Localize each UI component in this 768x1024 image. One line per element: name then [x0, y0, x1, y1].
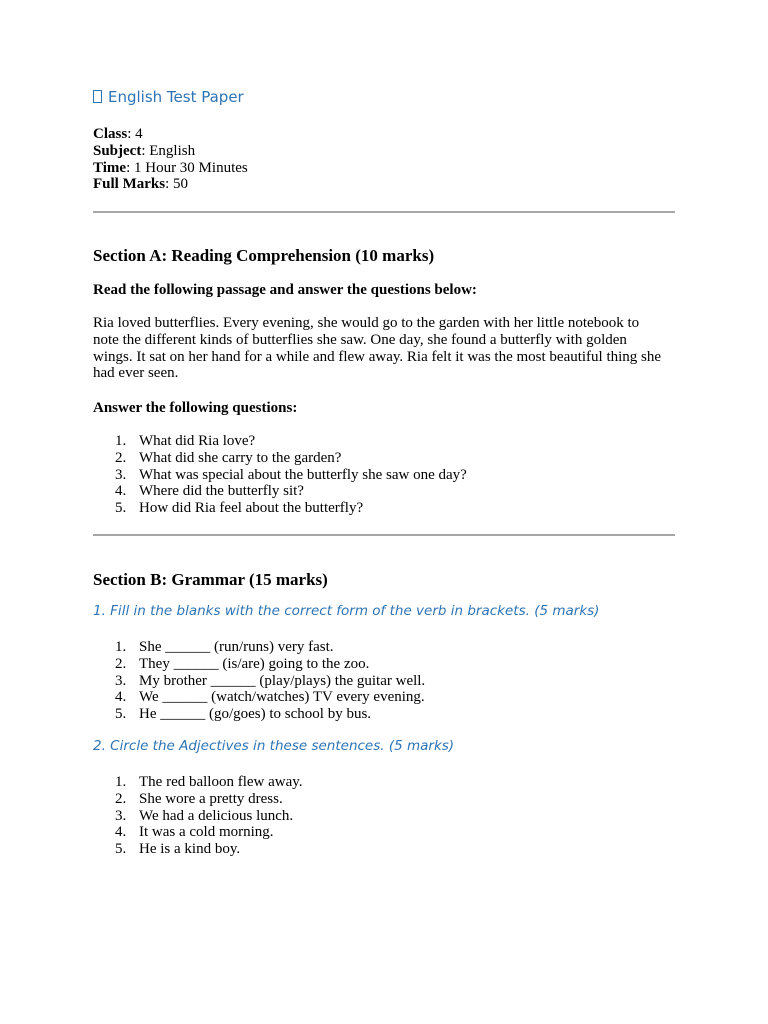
questions-heading: Answer the following questions:: [93, 400, 298, 416]
list-item: [93, 808, 303, 825]
detail-label: Time: [93, 159, 127, 176]
detail-label: Full Marks: [93, 176, 166, 193]
list-number: 4.: [115, 483, 127, 500]
detail-class: [93, 126, 248, 143]
page-title: [93, 88, 244, 106]
comprehension-questions: [93, 433, 467, 517]
list-item: [93, 433, 467, 450]
grammar-part2-heading: 2. Circle the Adjectives in these sentences. (5 marks): [93, 738, 455, 754]
list-text: My brother ______ (play/plays) the guitar well.: [139, 672, 426, 689]
list-item: [93, 656, 425, 673]
detail-label: Subject: [93, 142, 142, 159]
list-item: [93, 841, 303, 858]
fill-in-blanks-list: [93, 639, 425, 723]
list-text: They ______ (is/are) going to the zoo.: [139, 655, 370, 672]
list-text: We had a delicious lunch.: [139, 807, 294, 824]
list-number: 5.: [115, 706, 127, 723]
list-number: 1.: [115, 433, 127, 449]
list-number: 4.: [115, 689, 127, 706]
list-text: She ______ (run/runs) very fast.: [139, 639, 334, 655]
reading-passage: Ria loved butterflies. Every evening, she would go to the garden with her little notebook to note the different kinds of butterflies she saw. One day, she found a butterfly with golden wings. It sat on her hand for a while and flew away. Ria felt it was the most beautiful thing she had ever seen.: [93, 315, 662, 382]
detail-label: Class: [93, 126, 128, 142]
list-number: 2.: [115, 655, 127, 672]
section-b-heading: Section B: Grammar (15 marks): [93, 570, 328, 589]
list-item: [93, 791, 303, 808]
list-text: How did Ria feel about the butterfly?: [139, 500, 364, 517]
list-text: It was a cold morning.: [139, 824, 274, 841]
list-text: What was special about the butterfly she saw one day?: [139, 466, 467, 483]
list-number: 3.: [115, 466, 127, 483]
list-number: 2.: [115, 790, 127, 807]
page-title-text: English Test Paper: [108, 88, 244, 106]
missing-glyph-icon: [93, 90, 102, 103]
list-text: Where did the butterfly sit?: [139, 483, 304, 500]
list-number: 3.: [115, 807, 127, 824]
horizontal-divider: [93, 211, 675, 213]
list-item: [93, 483, 467, 500]
list-number: 5.: [115, 841, 127, 858]
list-item: [93, 450, 467, 467]
list-item: [93, 639, 425, 656]
list-item: [93, 689, 425, 706]
section-a-heading: Section A: Reading Comprehension (10 marks): [93, 246, 435, 265]
list-item: [93, 824, 303, 841]
list-text: The red balloon flew away.: [139, 774, 303, 790]
adjectives-list: [93, 774, 303, 858]
list-number: 1.: [115, 774, 127, 790]
exam-details: [93, 126, 248, 193]
detail-time: [93, 160, 248, 177]
grammar-part1-heading: 1. Fill in the blanks with the correct form of the verb in brackets. (5 marks): [93, 603, 600, 619]
detail-subject: [93, 143, 248, 160]
list-item: [93, 500, 467, 517]
list-number: 2.: [115, 449, 127, 466]
list-number: 4.: [115, 824, 127, 841]
list-number: 1.: [115, 639, 127, 655]
list-number: 3.: [115, 672, 127, 689]
list-text: He ______ (go/goes) to school by bus.: [139, 706, 372, 723]
list-text: He is a kind boy.: [139, 841, 241, 858]
horizontal-divider: [93, 534, 675, 536]
detail-full-marks: [93, 176, 248, 193]
detail-value: : 1 Hour 30 Minutes: [126, 159, 248, 176]
detail-value: : 4: [127, 126, 143, 142]
list-text: What did she carry to the garden?: [139, 449, 342, 466]
list-text: What did Ria love?: [139, 433, 256, 449]
list-item: [93, 774, 303, 791]
passage-instruction: Read the following passage and answer the questions below:: [93, 282, 477, 298]
detail-value: : 50: [165, 176, 189, 193]
list-number: 5.: [115, 500, 127, 517]
list-item: [93, 673, 425, 690]
list-text: She wore a pretty dress.: [139, 790, 283, 807]
list-item: [93, 467, 467, 484]
list-text: We ______ (watch/watches) TV every evening.: [139, 689, 425, 706]
detail-value: : English: [141, 142, 196, 159]
list-item: [93, 706, 425, 723]
